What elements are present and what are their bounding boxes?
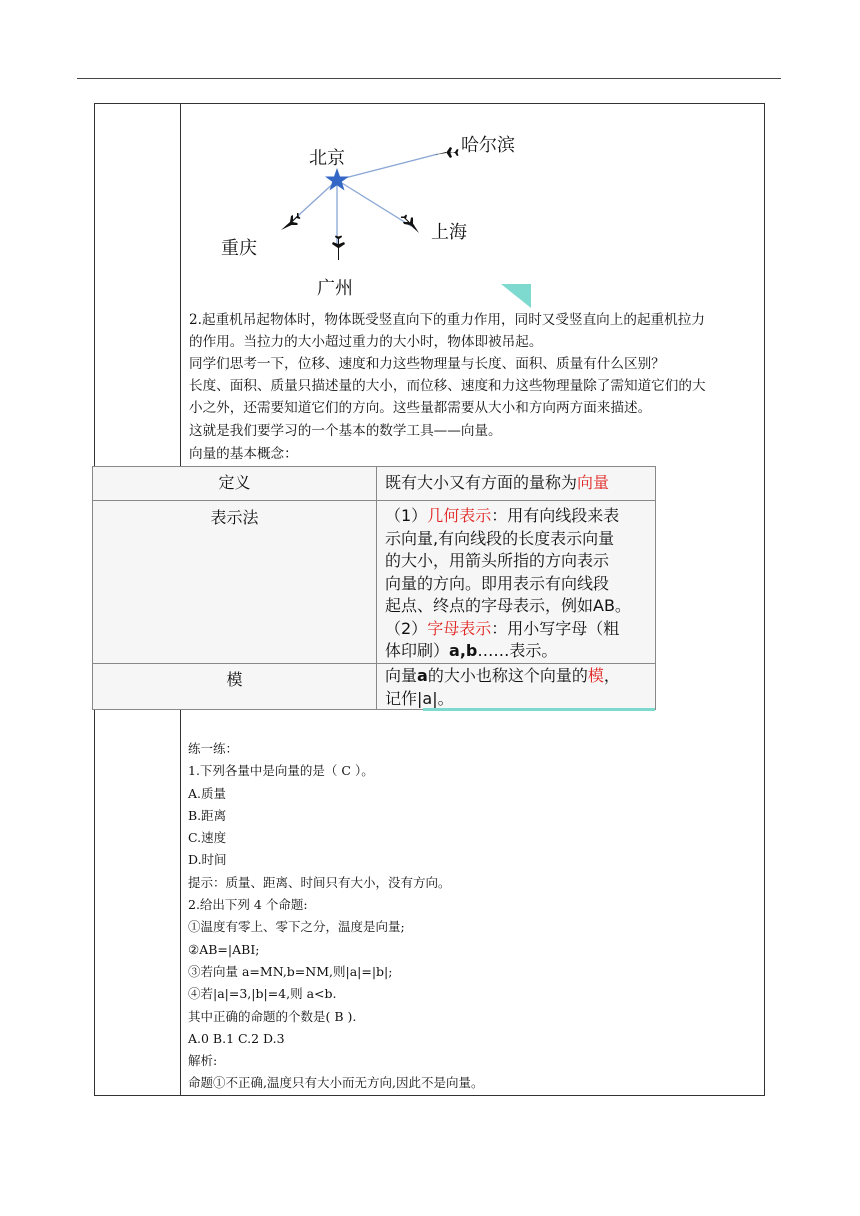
- practice-line-1: 练一练：: [188, 741, 239, 756]
- intro-line-7: 向量的基本概念：: [189, 446, 298, 462]
- label-harbin: 哈尔滨: [461, 135, 515, 156]
- practice-line-16: 命题①不正确,温度只有大小而无方向,因此不是向量。: [188, 1075, 484, 1091]
- practice-line-13: 其中正确的命题的个数是( B ).: [188, 1008, 357, 1024]
- label-guangzhou: 广州: [317, 278, 353, 299]
- notation-row: [93, 500, 655, 664]
- airplane-icon-chongqing: [281, 213, 301, 230]
- practice-line-6: D.时间: [188, 852, 227, 868]
- notation-line-2: 示向量,有向线段的长度表示向量: [385, 528, 615, 548]
- practice-line-11: ③若向量 a=MN,b=NM,则|a|=|b|;: [188, 963, 393, 979]
- practice-line-12: ④若|a|=3,|b|=4,则 a<b.: [188, 986, 337, 1002]
- definition-cell: [385, 467, 651, 500]
- vector-concept-table: [92, 466, 656, 710]
- notation-line-3: 的大小，用箭头所指的方向表示: [385, 551, 610, 570]
- practice-line-4: B.距离: [188, 807, 227, 823]
- practice-line-8: 2.给出下列 4 个命题:: [188, 897, 308, 913]
- notation-line-7: 体印刷）a,b……表示。: [385, 641, 558, 660]
- intro-line-1: 2.起重机吊起物体时，物体既受竖直向下的重力作用，同时又受竖直向上的起重机拉力: [189, 312, 705, 328]
- definition-row: [93, 467, 655, 501]
- notation-cell: [385, 500, 651, 663]
- practice-section: [188, 738, 760, 1095]
- definition-text: 既有大小又有方面的量称为: [385, 473, 578, 492]
- intro-line-6: 这就是我们要学习的一个基本的数学工具——向量。: [189, 423, 502, 439]
- intro-line-2: 的作用。当拉力的大小超过重力的大小时，物体即被吊起。: [189, 334, 543, 350]
- modulus-cell: [385, 663, 651, 709]
- practice-line-2: 1.下列各量中是向量的是（ C ）。: [188, 763, 374, 779]
- airplane-icon-harbin: [434, 147, 459, 158]
- practice-line-5: C.速度: [188, 830, 227, 846]
- practice-line-10: ②AB=|ABI;: [188, 941, 260, 957]
- notation-label: 表示法: [93, 500, 377, 663]
- practice-line-9: ①温度有零上、零下之分，温度是向量;: [188, 919, 405, 935]
- decorative-teal-underline: [423, 708, 655, 711]
- definition-label: 定义: [93, 467, 377, 500]
- airplane-icon-guangzhou: [332, 236, 345, 261]
- label-shanghai: 上海: [431, 222, 467, 243]
- flight-map-diagram: [193, 118, 533, 313]
- practice-line-14: A.0 B.1 C.2 D.3: [188, 1030, 285, 1046]
- modulus-row: [93, 663, 655, 709]
- header-rule: [77, 78, 781, 79]
- practice-line-7: 提示：质量、距离、时间只有大小，没有方向。: [188, 874, 451, 890]
- practice-line-15: 解析:: [188, 1053, 218, 1069]
- notation-line-1: （1）几何表示：用有向线段来表: [385, 506, 620, 525]
- notation-line-5: 起点、终点的字母表示，例如AB。: [385, 596, 631, 615]
- modulus-line-2: 记作|a|。: [385, 688, 454, 708]
- modulus-line-1: 向量a的大小也称这个向量的模，: [385, 666, 620, 685]
- definition-term: 向量: [577, 473, 610, 492]
- notation-line-6: （2）字母表示：用小写字母（粗: [385, 618, 620, 638]
- decorative-teal-corner: [501, 284, 531, 308]
- intro-line-3: 同学们思考一下，位移、速度和力这些物理量与长度、面积、质量有什么区别？: [189, 356, 665, 372]
- airplane-icon-shanghai: [401, 215, 419, 234]
- practice-line-3: A.质量: [188, 785, 227, 801]
- notation-line-4: 向量的方向。即用表示有向线段: [385, 573, 610, 593]
- label-chongqing: 重庆: [221, 238, 257, 259]
- intro-line-5: 小之外，还需要知道它们的方向。这些量都需要从大小和方向两方面来描述。: [189, 400, 652, 416]
- intro-line-4: 长度、面积、质量只描述量的大小，而位移、速度和力这些物理量除了需知道它们的大: [189, 378, 706, 394]
- label-beijing: 北京: [309, 148, 345, 169]
- modulus-label: 模: [93, 663, 377, 709]
